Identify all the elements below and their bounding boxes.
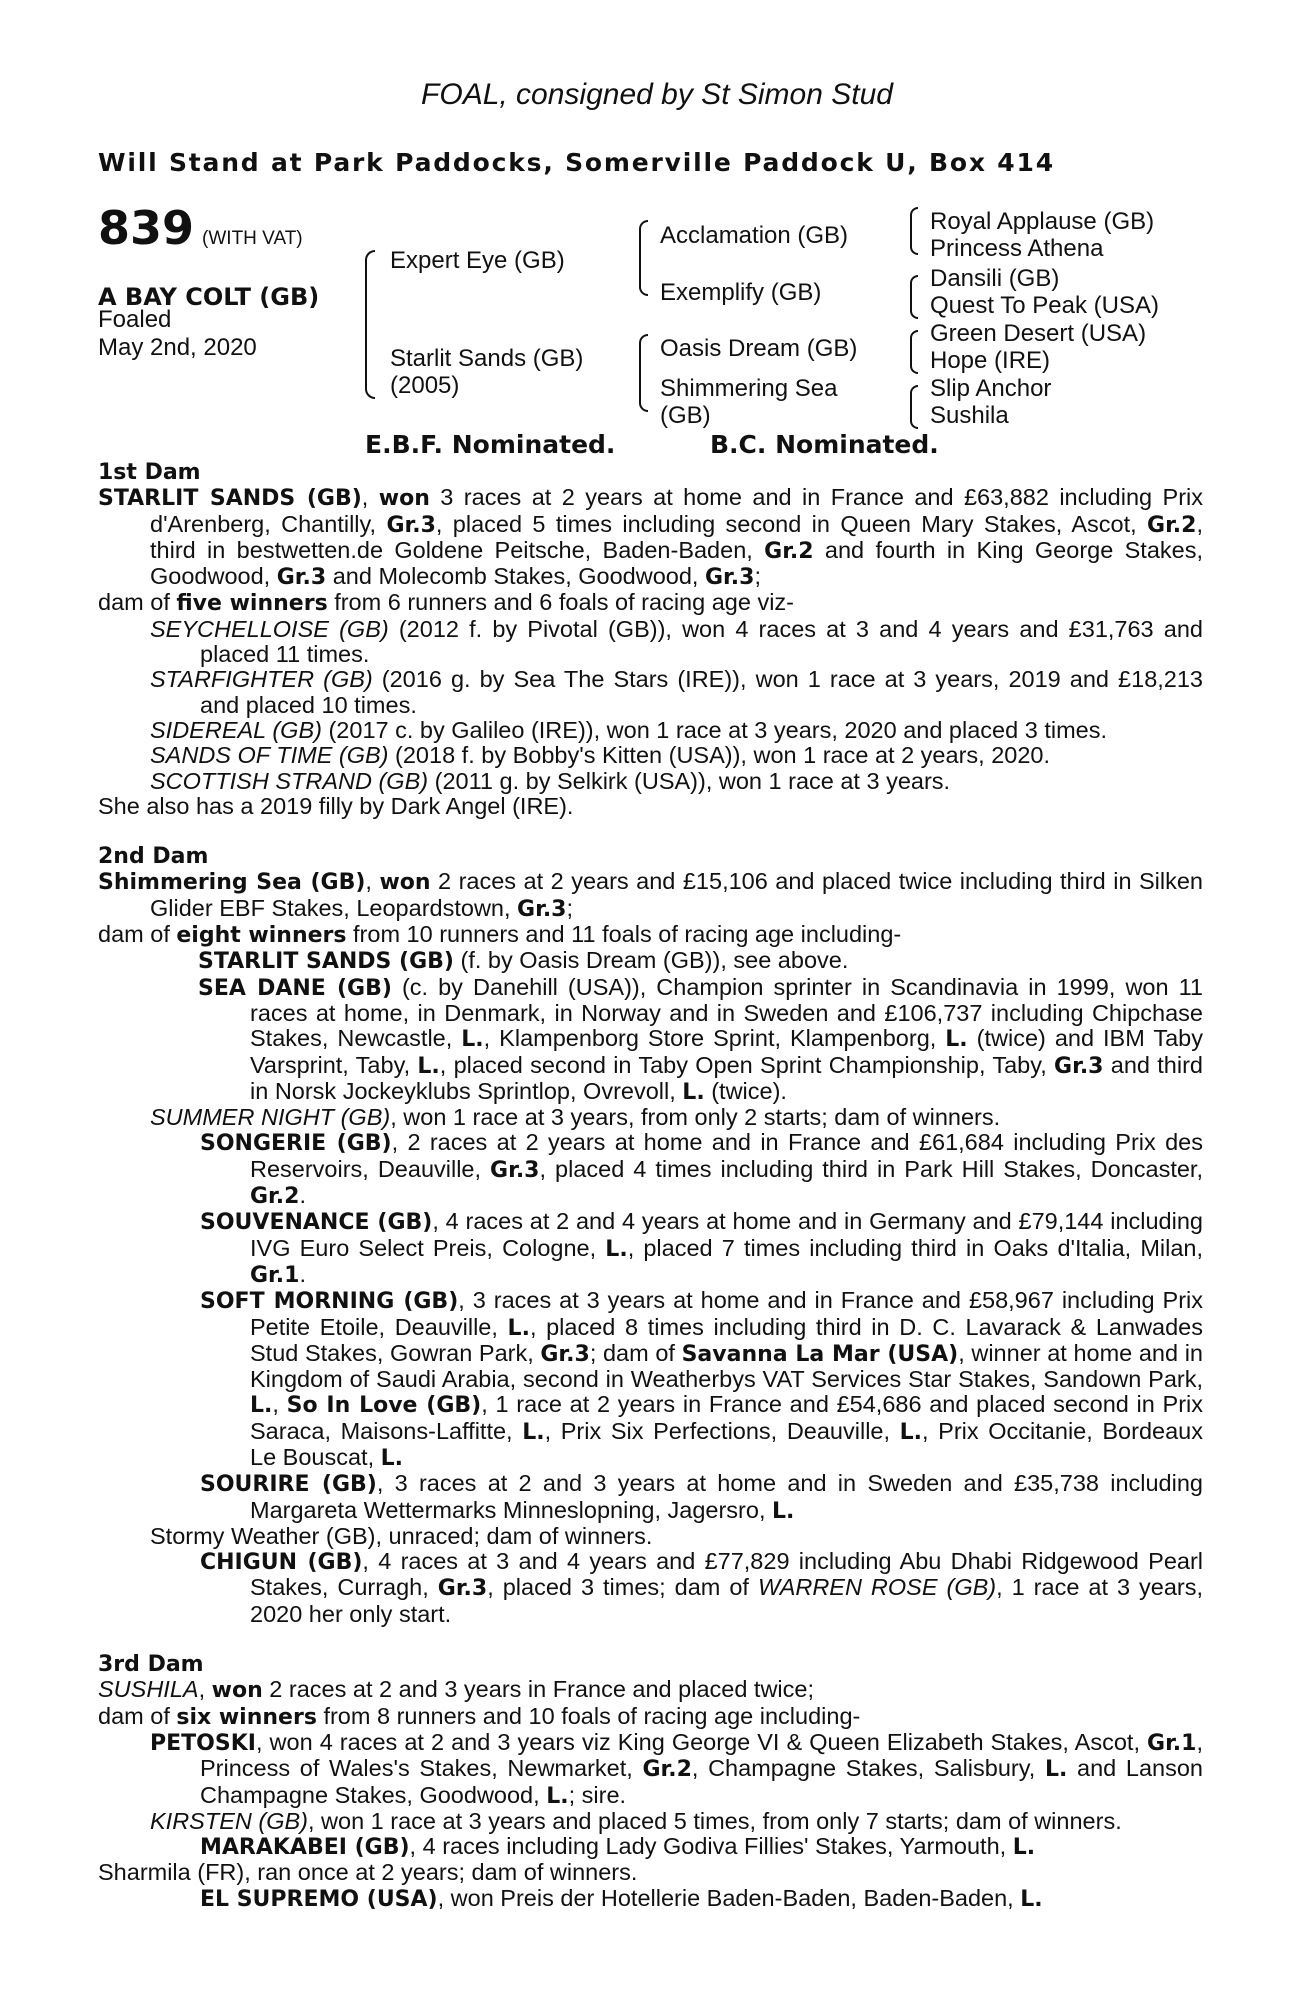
offspring-text: (c. by Danehill (USA)), Champion sprinter in Scandinavia in 1999, won 11 races at home, in Denmark, in Norway and in Sweden and £106,737 including Chipchase Stakes, Newcastle, xyxy=(250,973,1203,1052)
offspring-text: (2016 g. by Sea The Stars (IRE)), won 1 race at 3 years, 2019 and £18,213 and placed 10 times. xyxy=(200,666,1204,718)
listed-label: L. xyxy=(605,1236,628,1262)
offspring-text: (twice). xyxy=(704,1077,787,1104)
grade-label: Gr.2 xyxy=(642,1757,692,1783)
offspring-text: (2012 f. by Pivotal (GB)), won 4 races at 3 and 4 years and £31,763 and placed 11 times. xyxy=(200,615,1203,668)
spacer xyxy=(98,819,1203,844)
ds-sire: Green Desert (USA) xyxy=(930,320,1147,347)
pedigree-brace xyxy=(910,330,918,374)
dam-sire: Oasis Dream (GB) xyxy=(660,335,858,362)
grade-label: Gr.3 xyxy=(490,1157,540,1183)
dam-of-text: from 6 runners and 6 foals of racing age viz- xyxy=(327,589,794,616)
sd-sire: Dansili (GB) xyxy=(930,265,1060,292)
pedigree-brace xyxy=(365,250,375,399)
ss-dam: Princess Athena xyxy=(930,235,1104,262)
grade-label: Gr.2 xyxy=(250,1184,300,1210)
grade-label: Gr.1 xyxy=(1147,1730,1197,1756)
offspring-entry xyxy=(98,1730,1203,1809)
foaled-date: May 2nd, 2020 xyxy=(98,334,257,361)
offspring-text: , won 4 races at 2 and 3 years viz King George VI & Queen Elizabeth Stakes, Ascot, xyxy=(255,1728,1148,1755)
third-dam-heading: 3rd Dam xyxy=(98,1652,204,1678)
offspring-entry xyxy=(98,1809,1203,1834)
dam-of-text: dam of xyxy=(98,1702,177,1729)
offspring-text: and third in Norsk Jockeyklubs Sprintlop, Ovrevoll, xyxy=(250,1051,1203,1104)
offspring-entry: Sharmila (FR), ran once at 2 years; dam of winners. xyxy=(98,1859,638,1886)
record-text: 3 races at 2 years at home and in France and £63,882 including Prix d'Arenberg, Chantilly, xyxy=(150,484,1204,537)
offspring-name: WARREN ROSE (GB) xyxy=(757,1574,997,1601)
won-label: won xyxy=(379,870,431,896)
dam: Starlit Sands (GB) xyxy=(390,345,584,372)
pedigree-brace xyxy=(910,385,918,429)
listed-label: L. xyxy=(417,1053,440,1079)
offspring-text: , 3 races at 3 years at home and in France and £58,967 including Prix Petite Etoile, Deauville, xyxy=(250,1287,1203,1340)
offspring-name: SOUVENANCE (GB) xyxy=(200,1210,433,1236)
pedigree-brace xyxy=(910,275,918,319)
dam-year: (2005) xyxy=(390,372,460,399)
dam-of-text: from 8 runners and 10 foals of racing age including- xyxy=(316,1702,861,1729)
offspring-name: Savanna La Mar (USA) xyxy=(681,1341,959,1367)
listed-label: L. xyxy=(250,1393,273,1419)
winners-count: eight winners xyxy=(176,923,347,949)
offspring-text: , xyxy=(272,1391,287,1418)
offspring-name: SEA DANE (GB) xyxy=(198,975,392,1001)
won-label: won xyxy=(211,1678,263,1704)
dam-of-text: dam of xyxy=(98,589,177,616)
grand-offspring-entry xyxy=(98,1549,1203,1627)
offspring-entry xyxy=(98,1105,1203,1130)
record-text: 2 races at 2 years and £15,106 and placed twice including third in Silken Glider EBF Stakes, Leopardstown, xyxy=(150,868,1204,921)
offspring-text: , winner at home and in Kingdom of Saudi Arabia, second in Weatherbys VAT Services Star Stakes, Sandown Park, xyxy=(250,1339,1203,1393)
offspring-text: . xyxy=(299,1260,306,1287)
catalogue-body xyxy=(98,460,1203,1912)
offspring-name: CHIGUN (GB) xyxy=(200,1550,363,1576)
offspring-entry xyxy=(98,975,1203,1105)
listed-label: L. xyxy=(945,1027,968,1053)
listed-label: L. xyxy=(772,1498,795,1524)
dam-of-text: from 10 runners and 11 foals of racing age including- xyxy=(346,921,902,948)
offspring-entry xyxy=(98,769,1203,794)
won-label: won xyxy=(378,486,430,512)
offspring-name: SIDEREAL (GB) xyxy=(150,716,322,743)
offspring-text: , 3 races at 2 and 3 years at home and in Sweden and £35,738 including Margareta Wettermarks Minneslopning, Jagersro, xyxy=(250,1470,1203,1523)
first-dam-record: STARLIT SANDS (GB), won 3 races at 2 years at home and in France and £63,882 including Prix d'Arenberg, Chantilly, Gr.3, placed 5 times including second in Queen Mary Stakes, Ascot, Gr.2, third in bestwetten.de Goldene Peitsche, Baden-Baden, Gr.2 and fourth in King George Stakes, Goodwood, Gr.3 and Molecomb Stakes, Goodwood, Gr.3; xyxy=(98,484,1204,591)
lot-number xyxy=(98,201,303,255)
dam-dam: Shimmering Sea xyxy=(660,375,838,402)
grand-offspring-entry xyxy=(98,1130,1203,1209)
lot-number-value: 839 xyxy=(98,201,195,255)
grand-offspring-entry xyxy=(98,1288,1203,1471)
sire: Expert Eye (GB) xyxy=(390,247,565,274)
listed-label: L. xyxy=(522,1419,545,1445)
offspring-name: MARAKABEI (GB) xyxy=(200,1835,410,1861)
record-text: , third in bestwetten.de Goldene Peitsche, Baden-Baden, xyxy=(150,510,1203,563)
second-dam-record: Shimmering Sea (GB), won 2 races at 2 years and £15,106 and placed twice including third in Silken Glider EBF Stakes, Leopardstown, Gr.3; xyxy=(98,868,1204,922)
grade-label: Gr.3 xyxy=(276,565,327,591)
offspring-text: , Princess of Wales's Stakes, Newmarket, xyxy=(200,1728,1203,1782)
dam-of-line xyxy=(98,590,1203,616)
offspring-text: , won 1 race at 3 years and placed 5 times, from only 7 starts; dam of winners. xyxy=(307,1807,1122,1834)
offspring-text: , 4 races including Lady Godiva Fillies' Stakes, Yarmouth, xyxy=(409,1833,1013,1860)
dam-of-text: dam of xyxy=(98,921,177,948)
grand-offspring-entry xyxy=(98,1834,1203,1860)
offspring-text: , Klampenborg Store Sprint, Klampenborg, xyxy=(483,1025,946,1052)
offspring-text: (twice) and IBM Taby Varsprint, Taby, xyxy=(250,1025,1203,1078)
pedigree-brace xyxy=(639,220,648,296)
offspring-text: , 1 race at 2 years in France and £54,686 and placed second in Prix Saraca, Maisons-Laffitte, xyxy=(250,1391,1204,1444)
offspring-text: , 4 races at 2 and 4 years at home and in Germany and £79,144 including IVG Euro Select Preis, Cologne, xyxy=(250,1208,1203,1261)
offspring-entry xyxy=(98,743,1203,768)
offspring-text: (2011 g. by Selkirk (USA)), won 1 race at 3 years. xyxy=(428,767,951,794)
winners-count: six winners xyxy=(176,1704,317,1730)
offspring-text: , 1 race at 3 years, 2020 her only start. xyxy=(250,1574,1204,1627)
first-dam-heading: 1st Dam xyxy=(98,460,201,485)
grand-offspring-entry xyxy=(98,1209,1203,1288)
grade-label: Gr.3 xyxy=(705,565,755,591)
offspring-text: , won 1 race at 3 years, from only 2 starts; dam of winners. xyxy=(390,1104,1001,1131)
grade-label: Gr.3 xyxy=(1054,1053,1104,1079)
offspring-text: , 2 races at 2 years at home and in France and £61,684 including Prix des Reservoirs, Deauville, xyxy=(250,1129,1203,1182)
dam-name: STARLIT SANDS (GB) xyxy=(98,486,362,512)
offspring-text: , placed 8 times including third in D. C. Lavarack & Lanwades Stud Stakes, Gowran Park, xyxy=(250,1313,1203,1366)
listed-label: L. xyxy=(380,1445,404,1471)
grade-label: Gr.3 xyxy=(386,512,436,538)
grade-label: Gr.3 xyxy=(517,896,567,922)
offspring-entry: Stormy Weather (GB), unraced; dam of winners. xyxy=(150,1522,653,1549)
spacer xyxy=(98,1627,1203,1652)
offspring-name: So In Love (GB) xyxy=(286,1393,482,1419)
offspring-entry xyxy=(98,667,1203,718)
listed-label: L. xyxy=(461,1027,484,1053)
offspring-text: (f. by Oasis Dream (GB)), see above. xyxy=(453,947,849,974)
listed-label: L. xyxy=(1012,1835,1036,1861)
offspring-text: , Prix Occitanie, Bordeaux Le Bouscat, xyxy=(250,1417,1203,1470)
offspring-text: , 4 races at 3 and 4 years and £77,829 including Abu Dhabi Ridgewood Pearl Stakes, Curragh, xyxy=(250,1548,1204,1601)
grand-offspring-entry xyxy=(98,1471,1203,1524)
bc-nominated: B.C. Nominated. xyxy=(710,430,939,459)
offspring-name: STARFIGHTER (GB) xyxy=(150,666,373,693)
offspring-entry xyxy=(98,617,1203,668)
listed-label: L. xyxy=(546,1783,569,1809)
sd-dam: Quest To Peak (USA) xyxy=(930,292,1159,319)
grade-label: Gr.3 xyxy=(540,1341,590,1367)
offspring-text: , placed 4 times including third in Park Hill Stakes, Doncaster, xyxy=(539,1155,1203,1182)
offspring-name: SOURIRE (GB) xyxy=(200,1472,377,1498)
sire-dam: Exemplify (GB) xyxy=(660,279,822,306)
offspring-name: STARLIT SANDS (GB) xyxy=(198,949,454,975)
offspring-name: SEYCHELLOISE (GB) xyxy=(150,615,389,642)
grade-label: Gr.2 xyxy=(1147,512,1197,538)
grade-label: Gr.1 xyxy=(250,1262,300,1288)
record-text: ; xyxy=(754,563,761,590)
offspring-text: ; dam of xyxy=(589,1339,682,1366)
record-text: and fourth in King George Stakes, Goodwood, xyxy=(150,536,1203,590)
record-text: 2 races at 2 and 3 years in France and placed twice; xyxy=(262,1676,815,1703)
lot-title: A BAY COLT (GB) xyxy=(98,283,320,311)
also-note: She also has a 2019 filly by Dark Angel (IRE). xyxy=(98,792,574,819)
listed-label: L. xyxy=(1044,1757,1068,1783)
dam-dam-country: (GB) xyxy=(660,402,711,429)
record-text: and Molecomb Stakes, Goodwood, xyxy=(326,563,705,590)
offspring-text: and Lanson Champagne Stakes, Goodwood, xyxy=(200,1755,1203,1808)
offspring-name: SOFT MORNING (GB) xyxy=(200,1289,459,1315)
second-dam-heading: 2nd Dam xyxy=(98,844,209,870)
dam-of-line xyxy=(98,1704,1203,1730)
offspring-name: PETOSKI xyxy=(150,1730,256,1756)
offspring-text: , Prix Six Perfections, Deauville, xyxy=(544,1417,900,1444)
offspring-text: (2017 c. by Galileo (IRE)), won 1 race at 3 years, 2020 and placed 3 times. xyxy=(321,716,1107,743)
listed-label: L. xyxy=(507,1315,530,1341)
offspring-text: . xyxy=(299,1182,306,1209)
offspring-name: EL SUPREMO (USA) xyxy=(200,1886,438,1912)
offspring-text: , Champagne Stakes, Salisbury, xyxy=(691,1755,1045,1782)
listed-label: L. xyxy=(1020,1886,1043,1912)
grade-label: Gr.3 xyxy=(437,1576,488,1602)
vat-note: (WITH VAT) xyxy=(202,228,303,249)
stand-location: Will Stand at Park Paddocks, Somerville Paddock U, Box 414 xyxy=(98,148,1055,177)
offspring-entry xyxy=(98,718,1203,743)
grand-offspring-entry xyxy=(98,1886,1203,1912)
offspring-entry xyxy=(98,948,1203,974)
sire-sire: Acclamation (GB) xyxy=(660,222,849,249)
pedigree-brace xyxy=(910,207,918,255)
offspring-text: ; sire. xyxy=(568,1781,627,1808)
offspring-text: (2018 f. by Bobby's Kitten (USA)), won 1 race at 2 years, 2020. xyxy=(388,742,1051,769)
ss-sire: Royal Applause (GB) xyxy=(930,208,1155,235)
offspring-name: SONGERIE (GB) xyxy=(200,1131,392,1157)
record-text: ; xyxy=(566,894,574,921)
dd-sire: Slip Anchor xyxy=(930,375,1052,402)
dam-of-line xyxy=(98,922,1203,948)
dd-dam: Sushila xyxy=(930,402,1009,429)
offspring-text: , placed 3 times; dam of xyxy=(487,1574,758,1601)
dam-name: SUSHILA xyxy=(98,1676,199,1703)
pedigree-brace xyxy=(639,334,648,412)
listed-label: L. xyxy=(682,1079,705,1105)
foaled-info xyxy=(98,306,257,362)
grade-label: Gr.2 xyxy=(764,538,814,564)
winners-count: five winners xyxy=(176,591,328,617)
offspring-name: SCOTTISH STRAND (GB) xyxy=(150,767,429,794)
offspring-name: KIRSTEN (GB) xyxy=(150,1807,308,1834)
offspring-name: SANDS OF TIME (GB) xyxy=(150,742,389,769)
offspring-text: , placed second in Taby Open Sprint Championship, Taby, xyxy=(439,1051,1055,1078)
ebf-nominated: E.B.F. Nominated. xyxy=(365,430,616,459)
foaled-label: Foaled xyxy=(98,306,172,333)
record-text: , placed 5 times including second in Queen Mary Stakes, Ascot, xyxy=(435,510,1148,537)
offspring-text: , won Preis der Hotellerie Baden-Baden, Baden-Baden, xyxy=(437,1884,1021,1911)
record-text: , xyxy=(198,1676,212,1703)
consignment-title: FOAL, consigned by St Simon Stud xyxy=(421,78,893,111)
third-dam-record xyxy=(98,1677,1203,1703)
ds-dam: Hope (IRE) xyxy=(930,347,1051,374)
offspring-name: SUMMER NIGHT (GB) xyxy=(150,1104,391,1131)
listed-label: L. xyxy=(899,1419,923,1445)
dam-name: Shimmering Sea (GB) xyxy=(98,870,366,896)
offspring-text: , placed 7 times including third in Oaks d'Italia, Milan, xyxy=(627,1234,1204,1261)
